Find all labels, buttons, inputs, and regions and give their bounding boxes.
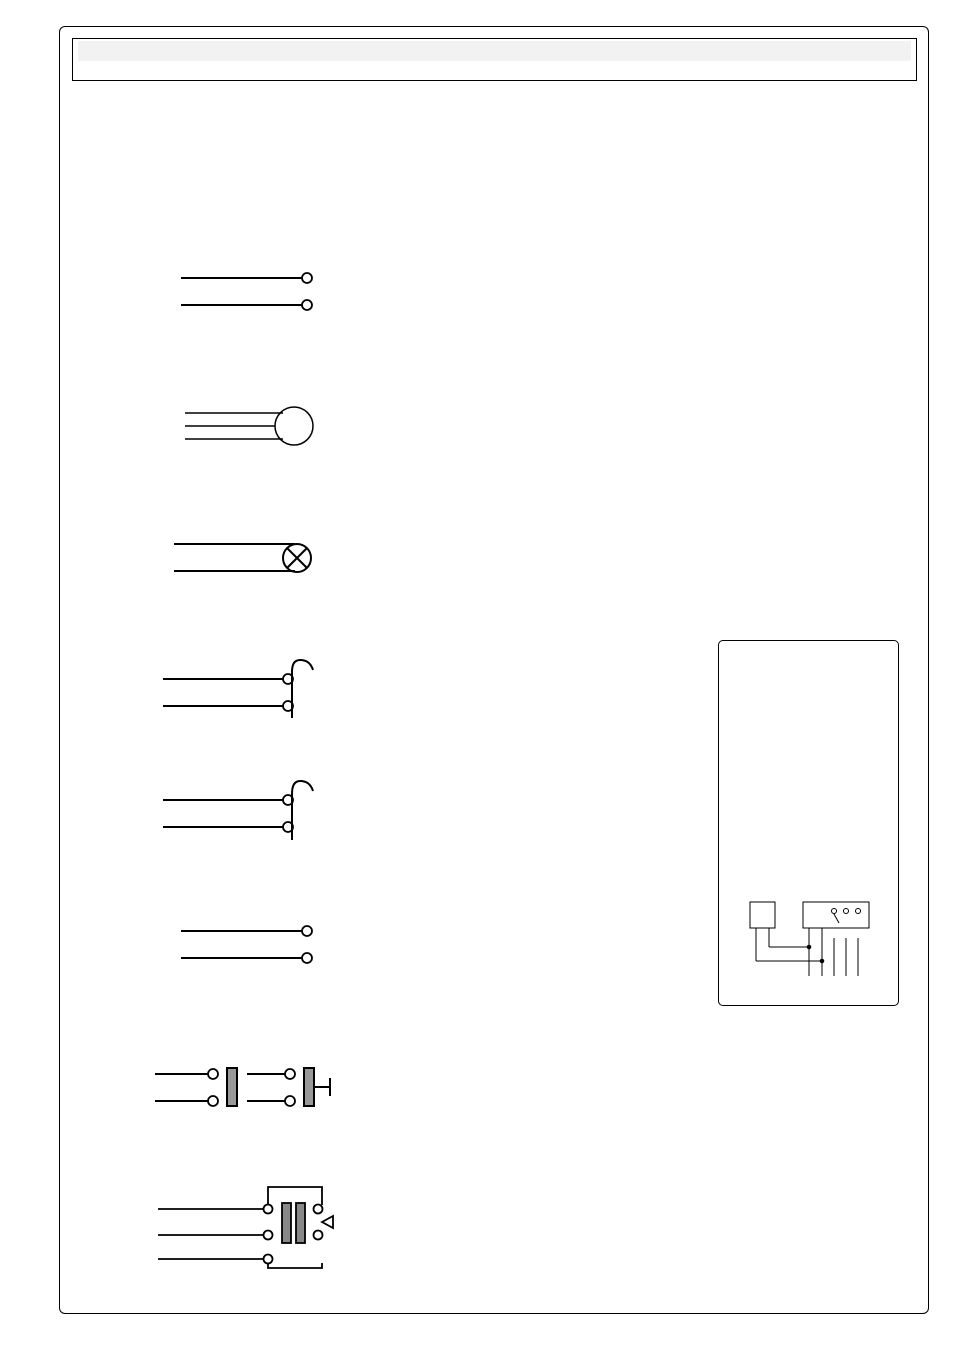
accessories-diagram: [181, 926, 312, 963]
key-selector-diagram: [158, 1187, 333, 1268]
motor-diagram: [185, 407, 313, 445]
radio-diagram: [155, 1068, 330, 1106]
radio-receiver-icon: [227, 1068, 237, 1106]
limit-switch-icon: [292, 660, 313, 718]
limit-open-diagram: [163, 660, 313, 718]
motor-symbol: [275, 407, 313, 445]
key-selector-icon: [282, 1203, 291, 1243]
photocell-diagram: [719, 641, 900, 1007]
lamp-diagram: [174, 544, 311, 572]
pushbutton-icon: [304, 1068, 314, 1106]
power-diagram: [181, 273, 312, 310]
limit-close-diagram: [163, 781, 313, 840]
photocell-note: [718, 640, 899, 1006]
limit-switch-icon: [292, 781, 313, 840]
